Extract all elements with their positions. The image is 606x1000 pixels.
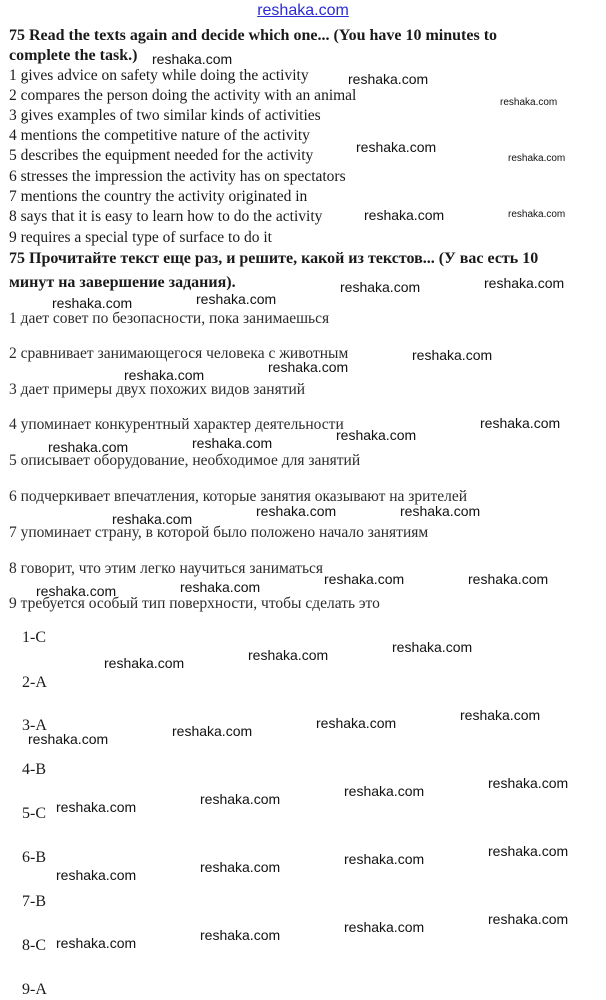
answer-2: 2-A [22, 674, 47, 691]
answer-5: 5-C [22, 805, 46, 822]
watermark: reshaka.com [124, 367, 205, 383]
task-heading-ru-line2: минут на завершение задания). [9, 274, 236, 291]
watermark: reshaka.com [172, 723, 253, 739]
watermark: reshaka.com [336, 427, 417, 443]
watermark: reshaka.com [508, 153, 566, 164]
watermark: reshaka.com [392, 639, 473, 655]
watermark: reshaka.com [28, 731, 109, 747]
watermark: reshaka.com [344, 919, 425, 935]
watermark: reshaka.com [356, 139, 437, 155]
task-item-ru-9: 9 требуется особый тип поверхности, чтобы сделать это [9, 595, 380, 612]
task-item-ru-7: 7 упоминает страну, в которой было положено начало занятиям [9, 524, 429, 541]
task-item-en-7: 7 mentions the country the activity originated in [9, 188, 308, 205]
watermark: reshaka.com [196, 291, 277, 307]
watermark: reshaka.com [256, 503, 337, 519]
watermark: reshaka.com [112, 511, 193, 527]
watermark: reshaka.com [460, 707, 541, 723]
watermark: reshaka.com [480, 415, 561, 431]
task-item-en-2: 2 compares the person doing the activity with an animal [9, 87, 357, 104]
task-item-en-4: 4 mentions the competitive nature of the activity [9, 127, 310, 144]
watermark: reshaka.com [500, 97, 558, 108]
watermark: reshaka.com [344, 851, 425, 867]
watermark: reshaka.com [364, 207, 445, 223]
watermark: reshaka.com [56, 935, 137, 951]
watermark: reshaka.com [192, 435, 273, 451]
watermark: reshaka.com [344, 783, 425, 799]
task-item-ru-2: 2 сравнивает занимающегося человека с животным [9, 345, 349, 362]
answer-8: 8-C [22, 937, 46, 954]
task-item-ru-5: 5 описывает оборудование, необходимое для занятий [9, 452, 361, 469]
task-item-ru-4: 4 упоминает конкурентный характер деятельности [9, 416, 344, 433]
task-item-en-8: 8 says that it is easy to learn how to do the activity [9, 208, 323, 225]
watermark: reshaka.com [180, 579, 261, 595]
watermark: reshaka.com [468, 571, 549, 587]
answer-7: 7-B [22, 893, 46, 910]
watermark: reshaka.com [36, 583, 117, 599]
task-heading-en-line2: complete the task.) [9, 47, 138, 64]
watermark: reshaka.com [508, 209, 566, 220]
task-heading-ru-line1: 75 Прочитайте текст еще раз, и решите, какой из текстов... (У вас есть 10 [9, 250, 539, 267]
watermark: reshaka.com [56, 799, 137, 815]
watermark: reshaka.com [348, 71, 429, 87]
task-item-en-6: 6 stresses the impression the activity has on spectators [9, 168, 346, 185]
answer-1: 1-C [22, 629, 46, 646]
watermark: reshaka.com [200, 859, 281, 875]
watermark: reshaka.com [56, 867, 137, 883]
watermark: reshaka.com [412, 347, 493, 363]
watermark: reshaka.com [488, 843, 569, 859]
answer-3: 3-A [22, 717, 47, 734]
watermark: reshaka.com [268, 359, 349, 375]
answer-4: 4-B [22, 761, 46, 778]
task-item-en-9: 9 requires a special type of surface to do it [9, 229, 272, 246]
watermark: reshaka.com [488, 775, 569, 791]
watermark: reshaka.com [324, 571, 405, 587]
watermark: reshaka.com [488, 911, 569, 927]
watermark: reshaka.com [340, 279, 421, 295]
task-item-en-5: 5 describes the equipment needed for the activity [9, 147, 314, 164]
watermark: reshaka.com [400, 503, 481, 519]
site-link[interactable]: reshaka.com [257, 2, 349, 19]
watermark: reshaka.com [104, 655, 185, 671]
task-item-en-1: 1 gives advice on safety while doing the activity [9, 67, 309, 84]
answer-6: 6-B [22, 849, 46, 866]
task-heading-en-line1: 75 Read the texts again and decide which one... (You have 10 minutes to [9, 27, 498, 44]
watermark: reshaka.com [48, 439, 129, 455]
watermark: reshaka.com [484, 275, 565, 291]
watermark: reshaka.com [200, 927, 281, 943]
watermark: reshaka.com [316, 715, 397, 731]
watermark: reshaka.com [52, 295, 133, 311]
watermark: reshaka.com [200, 791, 281, 807]
watermark: reshaka.com [248, 647, 329, 663]
task-item-ru-1: 1 дает совет по безопасности, пока занимаешься [9, 310, 330, 327]
answer-9: 9-A [22, 981, 47, 998]
task-item-ru-8: 8 говорит, что этим легко научиться заниматься [9, 560, 324, 577]
task-item-ru-3: 3 дает примеры двух похожих видов занятий [9, 381, 306, 398]
task-item-ru-6: 6 подчеркивает впечатления, которые занятия оказывают на зрителей [9, 488, 468, 505]
task-item-en-3: 3 gives examples of two similar kinds of activities [9, 107, 321, 124]
watermark: reshaka.com [152, 51, 233, 67]
